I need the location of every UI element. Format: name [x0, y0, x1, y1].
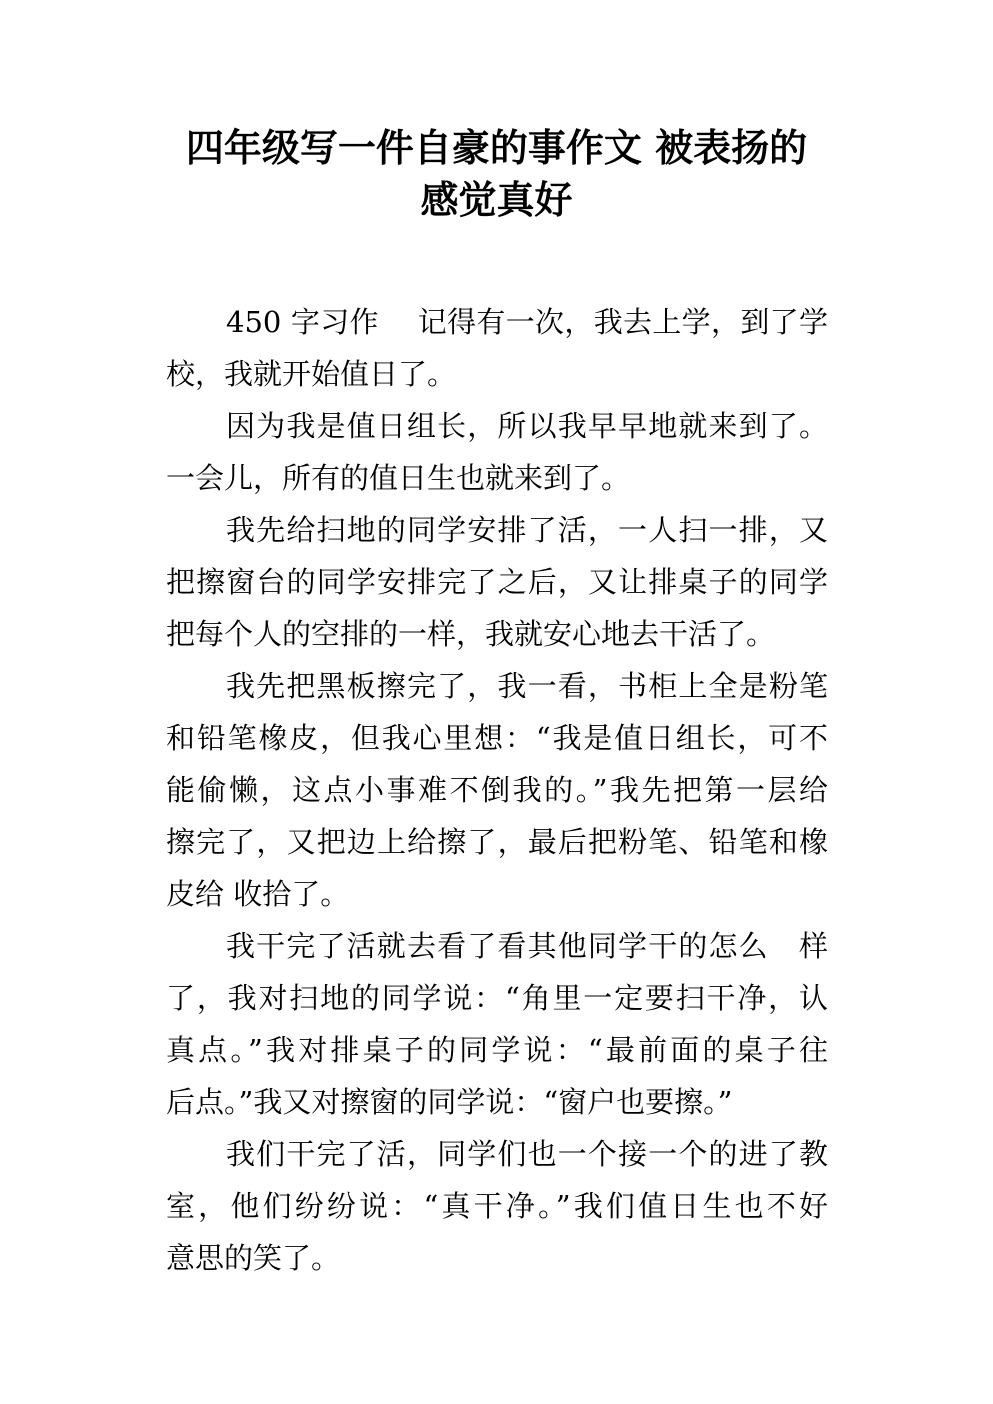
paragraph-line: 能偷懒，这点小事难不倒我的。”我先把第一层给: [166, 773, 828, 807]
paragraph-6: [166, 1128, 828, 1284]
paragraph-line: 了，我对扫地的同学说：“角里一定要扫干净，认: [166, 981, 828, 1015]
document-title: [150, 122, 843, 226]
paragraph-line: 校，我就开始值日了。: [166, 357, 457, 391]
paragraph-line: 450 字习作 记得有一次，我去上学，到了学: [226, 305, 828, 339]
paragraph-line: 擦完了，又把边上给擦了，最后把粉笔、铅笔和橡: [166, 825, 828, 859]
paragraph-line: 因为我是值日组长，所以我早早地就来到了。: [226, 409, 828, 443]
paragraph-2: [166, 400, 828, 504]
paragraph-line: 我们干完了活，同学们也一个接一个的进了教: [226, 1137, 828, 1171]
paragraph-line: 我先把黑板擦完了，我一看，书柜上全是粉笔: [226, 669, 828, 703]
paragraph-line: 我先给扫地的同学安排了活，一人扫一排，又: [226, 513, 828, 547]
essay-body: [166, 296, 828, 1284]
title-line-1: 四年级写一件自豪的事作文 被表扬的: [185, 126, 808, 170]
paragraph-line: 真点。”我对排桌子的同学说：“最前面的桌子往: [166, 1033, 828, 1067]
paragraph-line: 一会儿，所有的值日生也就来到了。: [166, 461, 631, 495]
title-line-2: 感觉真好: [420, 178, 573, 222]
paragraph-line: 意思的笑了。: [166, 1241, 341, 1275]
paragraph-line: 把每个人的空排的一样，我就安心地去干活了。: [166, 617, 776, 651]
paragraph-line: 室，他们纷纷说：“真干净。”我们值日生也不好: [166, 1189, 828, 1223]
paragraph-line: 我干完了活就去看了看其他同学干的怎么 样: [226, 929, 828, 963]
paragraph-4: [166, 660, 828, 920]
paragraph-line: 把擦窗台的同学安排完了之后，又让排桌子的同学: [166, 565, 828, 599]
paragraph-1: [166, 296, 828, 400]
paragraph-line: 皮给 收拾了。: [166, 877, 350, 911]
paragraph-line: 和铅笔橡皮，但我心里想：“我是值日组长，可不: [166, 721, 828, 755]
paragraph-3: [166, 504, 828, 660]
paragraph-5: [166, 920, 828, 1128]
paragraph-line: 后点。”我又对擦窗的同学说：“窗户也要擦。”: [166, 1085, 733, 1119]
